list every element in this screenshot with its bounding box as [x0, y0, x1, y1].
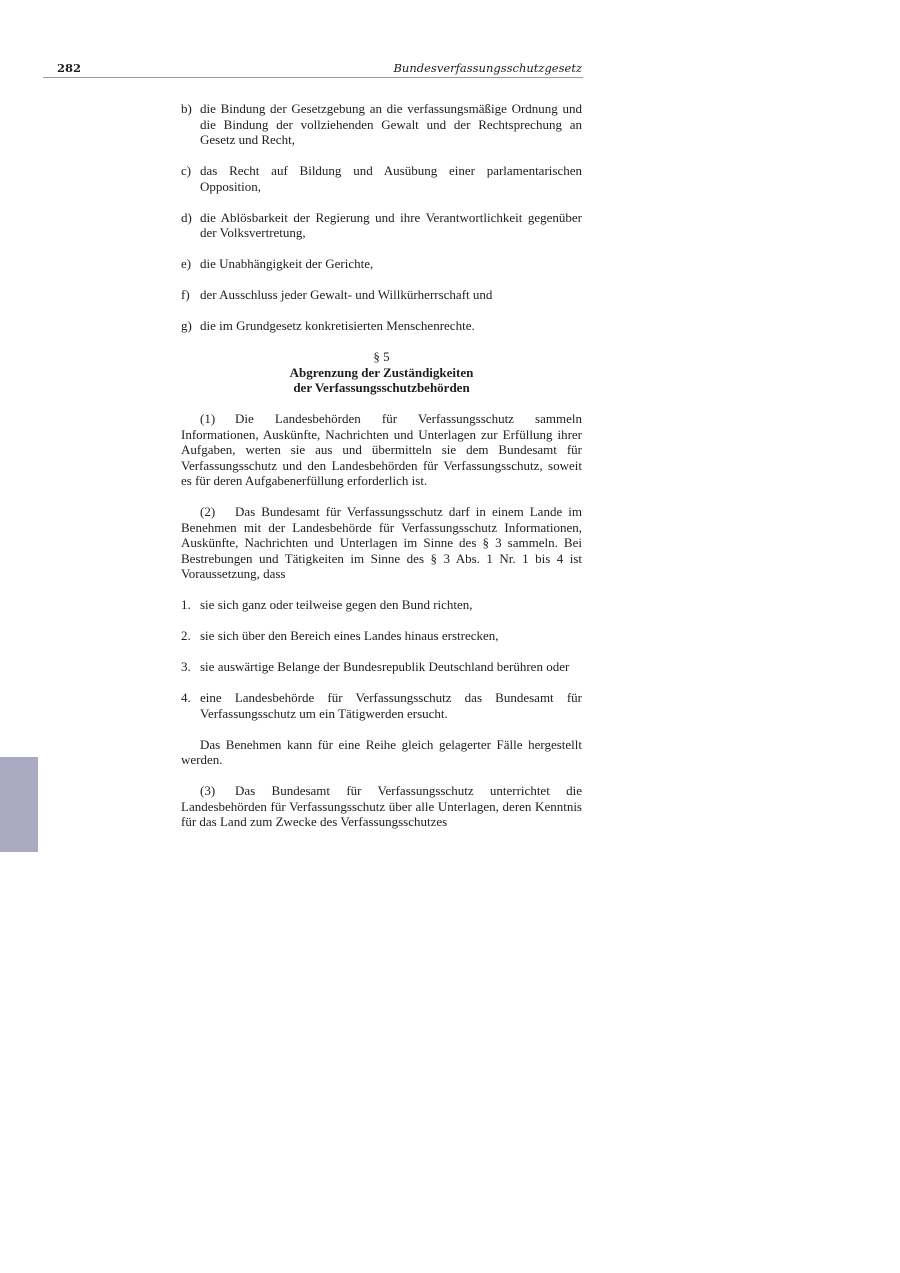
list-item-c	[181, 163, 582, 194]
paragraph-text: Das Benehmen kann für eine Reihe gleich gelagerter Fälle hergestellt werden.	[181, 736, 582, 767]
numbered-item-1	[181, 597, 582, 613]
list-item-text: eine Landesbehörde für Verfassungsschutz das Bundesamt für Verfassungsschutz um ein Tätigwerden ersucht.	[200, 690, 582, 721]
list-marker: 4.	[181, 690, 191, 705]
list-marker: e)	[181, 256, 192, 271]
list-item-text: das Recht auf Bildung und Ausübung einer parlamentarischen Opposition,	[200, 163, 582, 194]
paragraph-text: Das Bundesamt für Verfassungsschutz darf in einem Lande im Benehmen mit der Landesbehörde für Verfassungsschutz Informationen, Auskünfte, Nachrichten und Unterlagen im Sinne des § 3 sammeln. Bei Bestrebungen und Tätigkeiten im Sinne des § 3 Abs. 1 Nr. 1 bis 4 ist Voraussetzung, dass	[181, 504, 582, 581]
list-marker: 1.	[181, 597, 191, 612]
paragraph-2	[181, 504, 582, 582]
list-marker: f)	[181, 287, 190, 302]
section-title-line1: Abgrenzung der Zuständigkeiten	[289, 364, 474, 380]
paragraph-2-tail	[181, 737, 582, 768]
page-number: 282	[57, 61, 82, 75]
list-item-g	[181, 318, 582, 334]
section-sign: § 5	[373, 349, 390, 364]
paragraph-text: Die Landesbehörden für Verfassungsschutz sammeln Informationen, Auskünfte, Nachrichten und Unterlagen zur Erfüllung ihrer Aufgaben, werten sie aus und übermitteln sie dem Bundesamt für Verfassungsschutz und den Landesbehörden für Verfassungsschutz, soweit es für deren Aufgabenerfüllung erforderlich ist.	[181, 411, 582, 488]
list-item-text: sie auswärtige Belange der Bundesrepublik Deutschland berühren oder	[200, 659, 570, 674]
list-item-d	[181, 210, 582, 241]
numbered-item-3	[181, 659, 582, 675]
section-heading	[181, 349, 582, 396]
list-item-text: die Ablösbarkeit der Regierung und ihre Verantwortlichkeit gegenüber der Volksvertretung,	[200, 209, 582, 240]
header-rule	[43, 77, 583, 78]
paragraph-number: (3)	[200, 783, 216, 798]
list-marker: 3.	[181, 659, 191, 674]
section-title-line2: der Verfassungsschutzbehörden	[293, 380, 470, 395]
list-item-f	[181, 287, 582, 303]
paragraph-3	[181, 783, 582, 830]
numbered-item-4	[181, 690, 582, 721]
document-body	[181, 101, 582, 830]
list-item-text: die Bindung der Gesetzgebung an die verfassungsmäßige Ordnung und die Bindung der vollziehenden Gewalt und der Rechtsprechung an Gesetz und Recht,	[200, 101, 582, 147]
list-item-e	[181, 256, 582, 272]
list-marker: d)	[181, 209, 192, 225]
numbered-item-2	[181, 628, 582, 644]
list-item-text: die im Grundgesetz konkretisierten Menschenrechte.	[200, 318, 475, 333]
list-item-text: sie sich über den Bereich eines Landes hinaus erstrecken,	[200, 628, 499, 643]
running-head-title: Bundesverfassungsschutzgesetz	[393, 61, 582, 75]
paragraph-text: Das Bundesamt für Verfassungsschutz unterrichtet die Landesbehörden für Verfassungsschutz über alle Unterlagen, deren Kenntnis für das Land zum Zwecke des Verfassungsschutzes	[181, 783, 582, 829]
paragraph-number: (2)	[200, 504, 216, 519]
list-marker: g)	[181, 318, 192, 333]
thumb-index-tab	[0, 757, 38, 852]
list-item-text: der Ausschluss jeder Gewalt- und Willkürherrschaft und	[200, 287, 493, 302]
list-item-text: die Unabhängigkeit der Gerichte,	[200, 256, 374, 271]
list-item-text: sie sich ganz oder teilweise gegen den Bund richten,	[200, 597, 473, 612]
list-marker: b)	[181, 101, 192, 116]
paragraph-1	[181, 411, 582, 489]
list-marker: 2.	[181, 628, 191, 643]
list-marker: c)	[181, 163, 192, 178]
paragraph-number: (1)	[200, 411, 216, 426]
list-item-b	[181, 101, 582, 148]
